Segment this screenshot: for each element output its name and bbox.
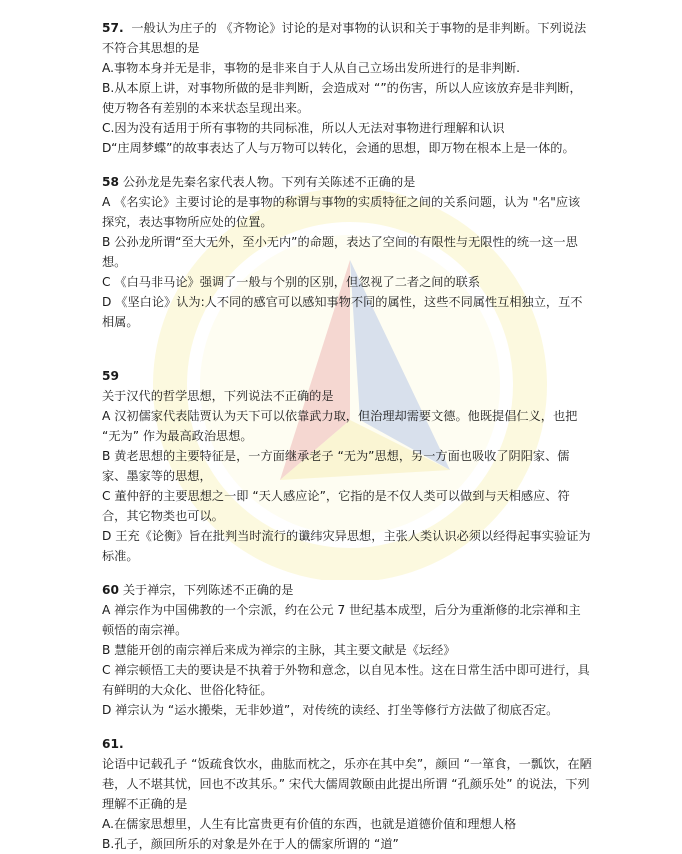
option-a: A.在儒家思想里，人生有比富贵更有价值的东西，也就是道德价值和理想人格 <box>102 817 517 831</box>
question-61 <box>102 734 592 854</box>
question-60 <box>102 580 592 720</box>
option-d: D 禅宗认为 “运水搬柴，无非妙道”，对传统的读经、打坐等修行方法做了彻底否定。 <box>102 703 559 717</box>
question-number: 61. <box>102 737 124 751</box>
question-57 <box>102 18 592 158</box>
exam-questions <box>102 18 592 854</box>
question-number: 59 <box>102 369 119 383</box>
question-stem: 57. 一般认为庄子的 《齐物论》讨论的是对事物的认识和关于事物的是非判断。下列说法不符合其思想的是 <box>102 21 587 55</box>
option-b: B.孔子，颜回所乐的对象是外在于人的儒家所谓的 “道” <box>102 837 399 851</box>
option-c: C 董仲舒的主要思想之一即 “天人感应论”，它指的是不仅人类可以做到与天相感应、符合，其它物类也可以。 <box>102 489 570 523</box>
option-a: A.事物本身并无是非，事物的是非来自于人从自己立场出发所进行的是非判断. <box>102 61 521 75</box>
option-b: B 慧能开创的南宗禅后来成为禅宗的主脉，其主要文献是《坛经》 <box>102 643 456 657</box>
option-d: D 王充《论衡》旨在批判当时流行的谶纬灾异思想，主张人类认识必须以经得起事实验证为标准。 <box>102 529 591 563</box>
option-b: B.从本原上讲，对事物所做的是非判断，会造成对 “”的伤害，所以人应该放弃是非判断，使万物各有差别的本来状态呈现出来。 <box>102 81 582 115</box>
question-stem: 58 公孙龙是先秦名家代表人物。下列有关陈述不正确的是 <box>102 175 416 189</box>
option-d: D“庄周梦蝶”的故事表达了人与万物可以转化，会通的思想，即万物在根本上是一体的。 <box>102 141 575 155</box>
option-c: C 《白马非马论》强调了一般与个别的区别，但忽视了二者之间的联系 <box>102 275 481 289</box>
option-d: D 《坚白论》认为:人不同的感官可以感知事物不同的属性，这些不同属性互相独立，互不相属。 <box>102 295 583 329</box>
question-59 <box>102 366 592 566</box>
option-b: B 公孙龙所谓“至大无外，至小无内”的命题，表达了空间的有限性与无限性的统一这一思想。 <box>102 235 578 269</box>
question-stem: 关于汉代的哲学思想，下列说法不正确的是 <box>102 389 334 403</box>
option-c: C 禅宗顿悟工夫的要诀是不执着于外物和意念，以自见本性。这在日常生活中即可进行，具有鲜明的大众化、世俗化特征。 <box>102 663 590 697</box>
question-stem: 60 关于禅宗，下列陈述不正确的是 <box>102 583 294 597</box>
question-stem: 论语中记载孔子 “饭疏食饮水，曲肱而枕之，乐亦在其中矣”，颜回 “一箪食，一瓢饮，在陋巷，人不堪其忧，回也不改其乐。” 宋代大儒周敦颐由此提出所谓 “孔颜乐处” 的说法，下列理解不正确的是 <box>102 757 592 811</box>
option-a: A 汉初儒家代表陆贾认为天下可以依靠武力取，但治理却需要文德。他既提倡仁义，也把 “无为” 作为最高政治思想。 <box>102 409 578 443</box>
question-58 <box>102 172 592 332</box>
option-a: A 《名实论》主要讨论的是事物的称谓与事物的实质特征之间的关系问题，认为 "名"应该探究，表达事物所应处的位置。 <box>102 195 581 229</box>
option-b: B 黄老思想的主要特征是，一方面继承老子 “无为”思想，另一方面也吸收了阴阳家、儒家、墨家等的思想， <box>102 449 570 483</box>
option-a: A 禅宗作为中国佛教的一个宗派，约在公元 7 世纪基本成型，后分为重渐修的北宗禅和主顿悟的南宗禅。 <box>102 603 581 637</box>
option-c: C.因为没有适用于所有事物的共同标准，所以人无法对事物进行理解和认识 <box>102 121 505 135</box>
